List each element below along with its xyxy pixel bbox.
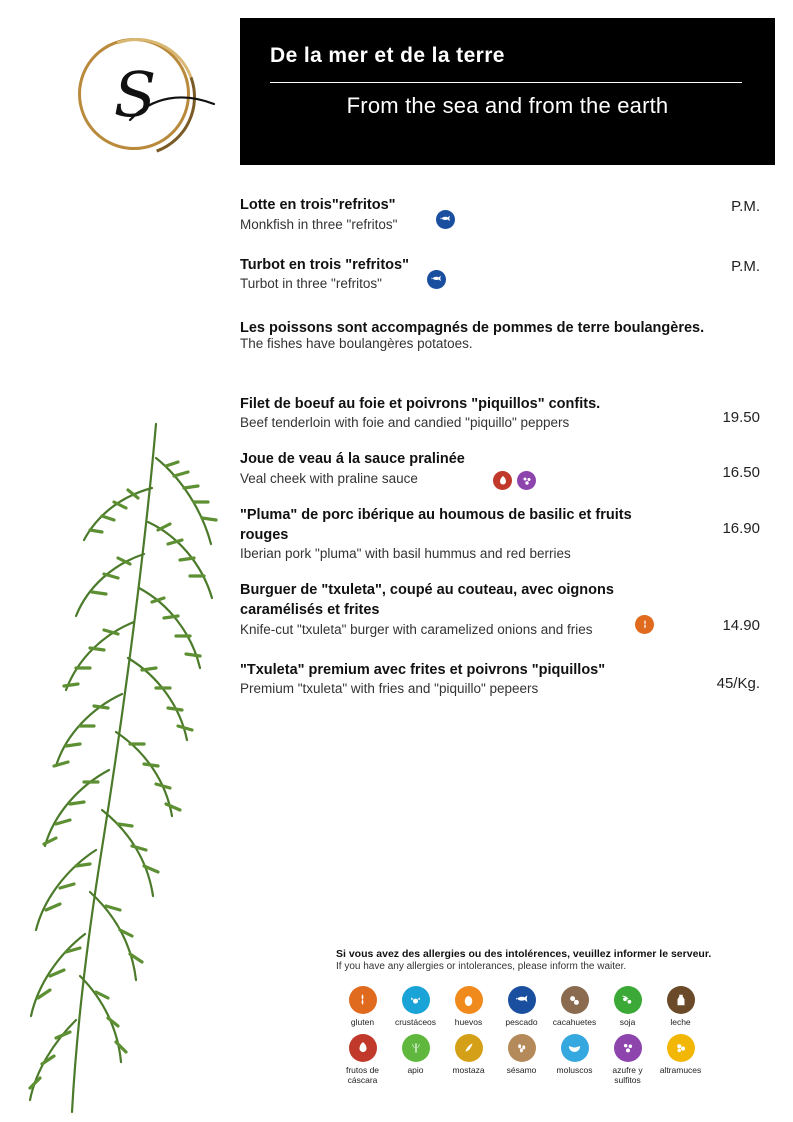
header-title-fr: De la mer et de la terre [270,44,505,67]
allergy-warning-fr: Si vous avez des allergies ou des intolérences, veuillez informer le serveur. [336,948,712,960]
allergen-legend-row [336,1034,736,1092]
header-divider [270,82,742,83]
item-name-fr: Turbot en trois "refritos" [240,256,409,273]
menu-item [240,450,760,488]
section-sea [240,196,760,351]
allergen-label: crustáceos [394,1017,437,1027]
menu-item [240,506,760,563]
item-price: P.M. [731,198,760,215]
allergen-mostaza [442,1034,495,1086]
allergen-label: sésamo [506,1064,537,1075]
header-title-en: From the sea and from the earth [346,93,669,118]
menu-item [240,256,760,294]
allergy-warning-en: If you have any allergies or intolerances, please inform the waiter. [336,961,627,972]
item-name-en: Iberian pork "pluma" with basil hummus and red berries [240,546,571,562]
peanut-icon [561,986,589,1014]
section-earth [240,395,760,699]
sulphite-icon [517,471,536,490]
fish-icon [508,986,536,1014]
lupin-icon [667,1034,695,1062]
item-name-en: Monkfish in three "refritos" [240,216,398,232]
allergen-label: apio [407,1064,424,1075]
nut-icon [493,471,512,490]
page-header [240,18,775,165]
allergen-sulfitos [601,1034,654,1086]
item-allergen-icons [493,471,536,490]
allergen-gluten [336,986,389,1028]
allergen-soja [601,986,654,1028]
allergen-label: gluten [350,1017,375,1027]
section-note [240,320,760,351]
item-name-fr: Lotte en trois"refritos" [240,197,396,213]
nut-icon [349,1034,377,1062]
mustard-icon [455,1034,483,1062]
item-price: 16.50 [722,464,760,482]
item-name-en: Premium "txuleta" with fries and "piquillo" pepeers [240,681,539,697]
menu-item [240,581,760,638]
allergen-apio [389,1034,442,1086]
allergen-crustaceos [389,986,442,1028]
item-name-fr: "Txuleta" premium avec frites et poivrons "piquillos" [240,661,606,678]
allergen-cacahuetes [548,986,601,1028]
allergen-label: huevos [454,1017,483,1027]
allergen-label: altramuces [659,1064,702,1075]
item-name-en: Knife-cut "txuleta" burger with caramelized onions and fries [240,621,593,637]
item-price: 14.90 [722,617,760,635]
allergen-label: frutos de cáscara [345,1064,380,1085]
item-price: 19.50 [722,408,760,426]
item-allergen-icons [427,270,446,289]
allergen-huevos [442,986,495,1028]
egg-icon [455,986,483,1014]
item-name-fr: Burguer de "txuleta", coupé au couteau, avec oignons caramélisés et frites [240,582,614,619]
fish-icon [427,270,446,289]
menu-item [240,395,760,433]
item-name-en: Turbot in three "refritos" [240,276,382,292]
crab-icon [402,986,430,1014]
allergen-leche [654,986,707,1028]
allergen-altramuces [654,1034,707,1086]
section-note-fr: Les poissons sont accompagnés de pommes de terre boulangères. [240,319,705,336]
allergen-label: mostaza [452,1064,485,1075]
sesame-icon [508,1034,536,1062]
fish-icon [436,210,455,229]
allergen-label: leche [670,1017,691,1027]
item-name-fr: Filet de boeuf au foie et poivrons "piquillos" confits. [240,395,601,412]
allergen-label: moluscos [556,1064,593,1075]
wheat-icon [635,615,654,634]
sulphite-icon [614,1034,642,1062]
milk-icon [667,986,695,1014]
item-name-en: Veal cheek with praline sauce [240,470,418,486]
allergen-footer [336,948,736,1091]
menu-item [240,196,760,234]
item-price: 16.90 [722,520,760,538]
allergen-legend [336,986,736,1091]
allergen-label: azufre y sulfitos [612,1064,643,1085]
mollusc-icon [561,1034,589,1062]
allergen-moluscos [548,1034,601,1086]
allergen-label: cacahuetes [552,1017,597,1027]
allergen-sesamo [495,1034,548,1086]
item-price: 45/Kg. [716,674,760,692]
allergen-frutos-cascara [336,1034,389,1086]
item-name-en: Beef tenderloin with foie and candied "piquillo" peppers [240,415,570,431]
item-allergen-icons [635,615,654,634]
logo-letter: S [113,57,155,131]
celery-icon [402,1034,430,1062]
menu-body [240,196,760,717]
item-allergen-icons [436,210,455,229]
item-price: P.M. [731,257,760,275]
menu-item [240,661,760,699]
soy-icon [614,986,642,1014]
restaurant-logo [72,28,200,156]
allergen-label: soja [619,1017,636,1027]
wheat-icon [349,986,377,1014]
item-name-fr: "Pluma" de porc ibérique au houmous de basilic et fruits rouges [240,507,632,543]
item-name-fr: Joue de veau á la sauce pralinée [240,451,465,468]
allergen-pescado [495,986,548,1028]
logo-swash-icon [128,90,218,130]
allergen-label: pescado [505,1017,538,1027]
section-note-en: The fishes have boulangères potatoes. [240,335,473,351]
allergen-legend-row [336,986,736,1034]
